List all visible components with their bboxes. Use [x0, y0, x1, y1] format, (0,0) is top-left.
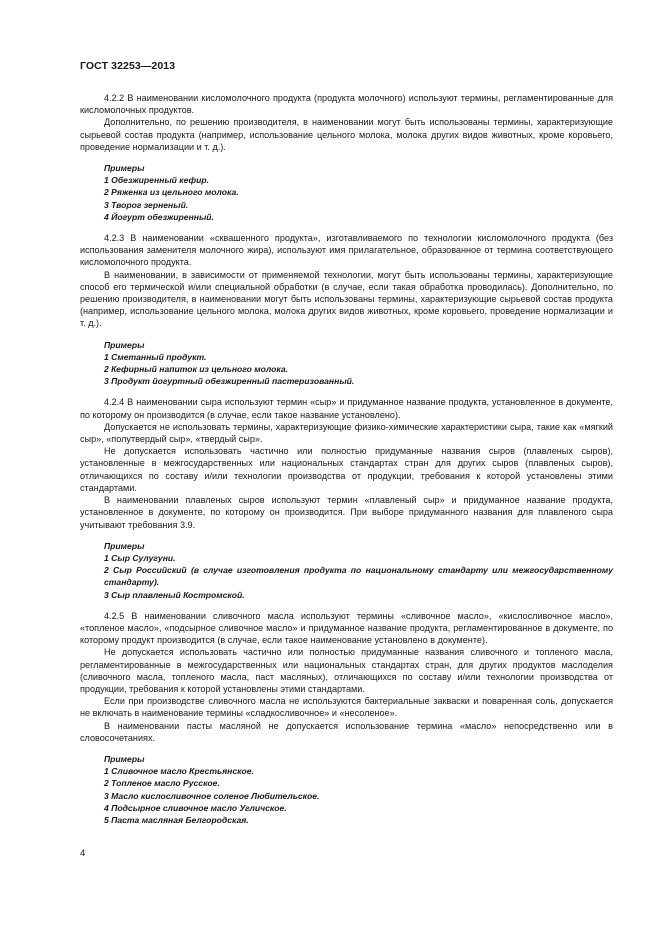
- section-4-2-4-paragraph-4: В наименовании плавленых сыров используют термин «плавленый сыр» и придуманное название продукта, установленное в документе, по которому он производится. При выборе придуманного названия для плавленого сыра учитывают требования 3.9.: [80, 495, 613, 530]
- section-4-2-4-paragraph-3: Не допускается использовать частично или полностью придуманные названия сыров (плавленых сыров), установленные в межгосударственных или национальных стандартах стран для других сыров (плавленых сыров), отличающихся по составу и/или технологии производства от продукции, требования к которой установлены этими стандартами.: [80, 446, 613, 493]
- section-4-2-3-paragraph-2: В наименовании, в зависимости от применяемой технологии, могут быть использованы термины, характеризующие способ его термической и/или специальной обработки (в случае, если такая обработка проводилась). Дополнительно, по решению производителя, в наименовании могут быть использованы термины, характеризующие сырьевой состав продукта (например, использование цельного молока, молока других видов животных, кроме коровьего, проведение нормализации и т. д.).: [80, 269, 613, 329]
- example-item: 3 Сыр плавленый Костромской.: [104, 589, 245, 600]
- example-item: 4 Йогурт обезжиренный.: [104, 211, 214, 222]
- section-4-2-5-paragraph-1: 4.2.5 В наименовании сливочного масла используют термины «сливочное масло», «кислосливочное масло», «топленое масло», «подсырное сливочное масло» и придуманное название продукта, регламентированное в документе, по которому продукт производится (в случае, если такое наименование установлено в документе).: [80, 610, 613, 646]
- example-item: 1 Сметанный продукт.: [104, 351, 207, 362]
- example-item: 4 Подсырное сливочное масло Угличское.: [104, 802, 287, 813]
- section-4-2-5-paragraph-2: Не допускается использовать частично или полностью придуманные названия сливочного и топленого масла, регламентированные в межгосударственных или национальных стандартах стран, для других продуктов маслоделия (сливочного масла, топленого масла, паст масляных), отличающихся по составу и/или технологии производства от продукции, требования к которой установлены этими стандартами.: [80, 647, 613, 694]
- document-header: ГОСТ 32253—2013: [80, 60, 176, 72]
- example-item: 2 Ряженка из цельного молока.: [104, 187, 239, 198]
- section-4-2-4-examples: [80, 540, 613, 601]
- example-item: 3 Продукт йогуртный обезжиренный пастеризованный.: [104, 376, 355, 387]
- document-body: [80, 92, 613, 826]
- page-number: 4: [80, 848, 86, 859]
- section-4-2-5-examples: [80, 753, 613, 826]
- section-4-2-2-examples: [80, 162, 613, 223]
- examples-heading: Примеры: [104, 163, 145, 174]
- example-item: 1 Сливочное масло Крестьянское.: [104, 766, 254, 777]
- example-item: 1 Сыр Сулугуни.: [104, 552, 176, 563]
- examples-heading: Примеры: [104, 339, 145, 350]
- section-4-2-2-paragraph-1: 4.2.2 В наименовании кисломолочного продукта (продукта молочного) используют термины, регламентированные для кисломолочных продуктов.: [80, 93, 613, 116]
- section-4-2-3-examples: [80, 339, 613, 388]
- examples-heading: Примеры: [104, 540, 145, 551]
- example-item: 5 Паста масляная Белгородская.: [104, 814, 249, 825]
- examples-heading: Примеры: [104, 753, 145, 764]
- example-item: 2 Сыр Российский (в случае изготовления продукта по национальному стандарту или межгосударственному стандарту).: [104, 565, 613, 588]
- section-4-2-4-paragraph-1: 4.2.4 В наименовании сыра используют термин «сыр» и придуманное название продукта, установленное в документе, по которому он производится (в случае, если такое название установлено).: [80, 397, 613, 420]
- example-item: 3 Масло кислосливочное соленое Любительское.: [104, 790, 320, 801]
- example-item: 1 Обезжиренный кефир.: [104, 175, 210, 186]
- example-item: 2 Топленое масло Русское.: [104, 778, 220, 789]
- example-item: 3 Творог зерненый.: [104, 199, 189, 210]
- section-4-2-4-paragraph-2: Допускается не использовать термины, характеризующие физико-химические характеристики сыра, такие как «мягкий сыр», «полутвердый сыр», «твердый сыр».: [80, 421, 613, 445]
- section-4-2-2-paragraph-2: Дополнительно, по решению производителя, в наименовании могут быть использованы термины, характеризующие сырьевой состав продукта (например, использование цельного молока, молока других видов животных, кроме коровьего, проведение нормализации и т. д.).: [80, 117, 613, 152]
- section-4-2-5-paragraph-3: Если при производстве сливочного масла не используются бактериальные закваски и поваренная соль, допускается не включать в наименование термины «сладкосливочное» и «несоленое».: [80, 696, 613, 719]
- example-item: 2 Кефирный напиток из цельного молока.: [104, 364, 289, 375]
- section-4-2-5-paragraph-4: В наименовании пасты масляной не допускается использование термина «масло» непосредственно или в словосочетаниях.: [80, 720, 613, 743]
- section-4-2-3-paragraph-1: 4.2.3 В наименовании «сквашенного продукта», изготавливаемого по технологии кисломолочного продукта (без использования заменителя молочного жира), используют имя прилагательное, образованное от термина соответствующего кисломолочного продукта.: [80, 233, 613, 268]
